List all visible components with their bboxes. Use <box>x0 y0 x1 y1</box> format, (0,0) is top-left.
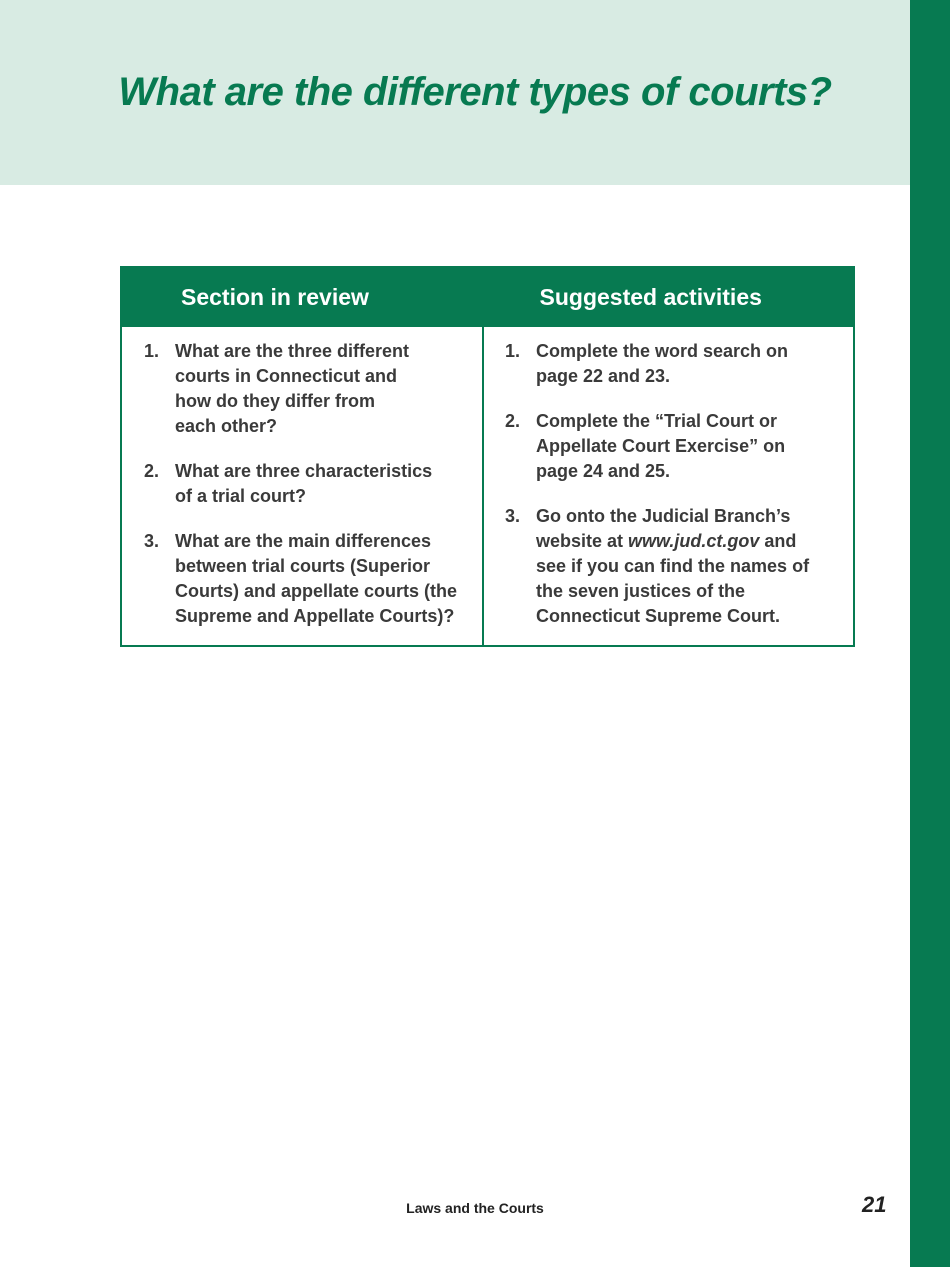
page-title: What are the different types of courts? <box>118 70 832 114</box>
section-in-review-heading: Section in review <box>181 284 369 310</box>
review-question-text: What are the three different courts in Connecticut and how do they differ from each other? <box>175 341 410 436</box>
footer-section-title: Laws and the Courts <box>406 1200 544 1216</box>
activity-item <box>505 409 849 484</box>
review-question-number: 1. <box>144 341 160 361</box>
review-question-text: What are the main differences between trial courts (Superior Courts) and appellate courts (the Supreme and Appellate Courts)? <box>175 531 458 626</box>
side-color-bar <box>910 0 950 1267</box>
activity-text <box>536 504 809 629</box>
activity-number: 1. <box>505 341 521 361</box>
review-question-number: 2. <box>144 461 160 481</box>
activity-text: Complete the word search on page 22 and 23. <box>536 341 789 386</box>
suggested-activities-column <box>484 327 853 645</box>
table-header-row <box>122 268 853 327</box>
page-number: 21 <box>862 1192 887 1217</box>
review-question-text: What are three characteristics of a trial court? <box>175 461 433 506</box>
review-question <box>144 529 478 629</box>
activity-text-before-link: Go onto the Judicial Branch’s website at <box>536 506 791 551</box>
review-question-number: 3. <box>144 531 160 551</box>
review-activities-table <box>120 266 855 647</box>
activity-text: Complete the “Trial Court or Appellate Court Exercise” on page 24 and 25. <box>536 411 786 481</box>
review-question <box>144 339 478 439</box>
activity-number: 2. <box>505 411 521 431</box>
judicial-website-link[interactable]: www.jud.ct.gov <box>628 531 760 551</box>
activity-item <box>505 504 849 629</box>
table-body-row <box>122 327 853 645</box>
review-questions-column <box>122 327 484 645</box>
activity-item <box>505 339 849 389</box>
review-question <box>144 459 478 509</box>
activity-text-after-link: and see if you can find the names of the seven justices of the Connecticut Supreme Court. <box>536 531 810 626</box>
suggested-activities-heading: Suggested activities <box>539 284 762 310</box>
activity-number: 3. <box>505 506 521 526</box>
